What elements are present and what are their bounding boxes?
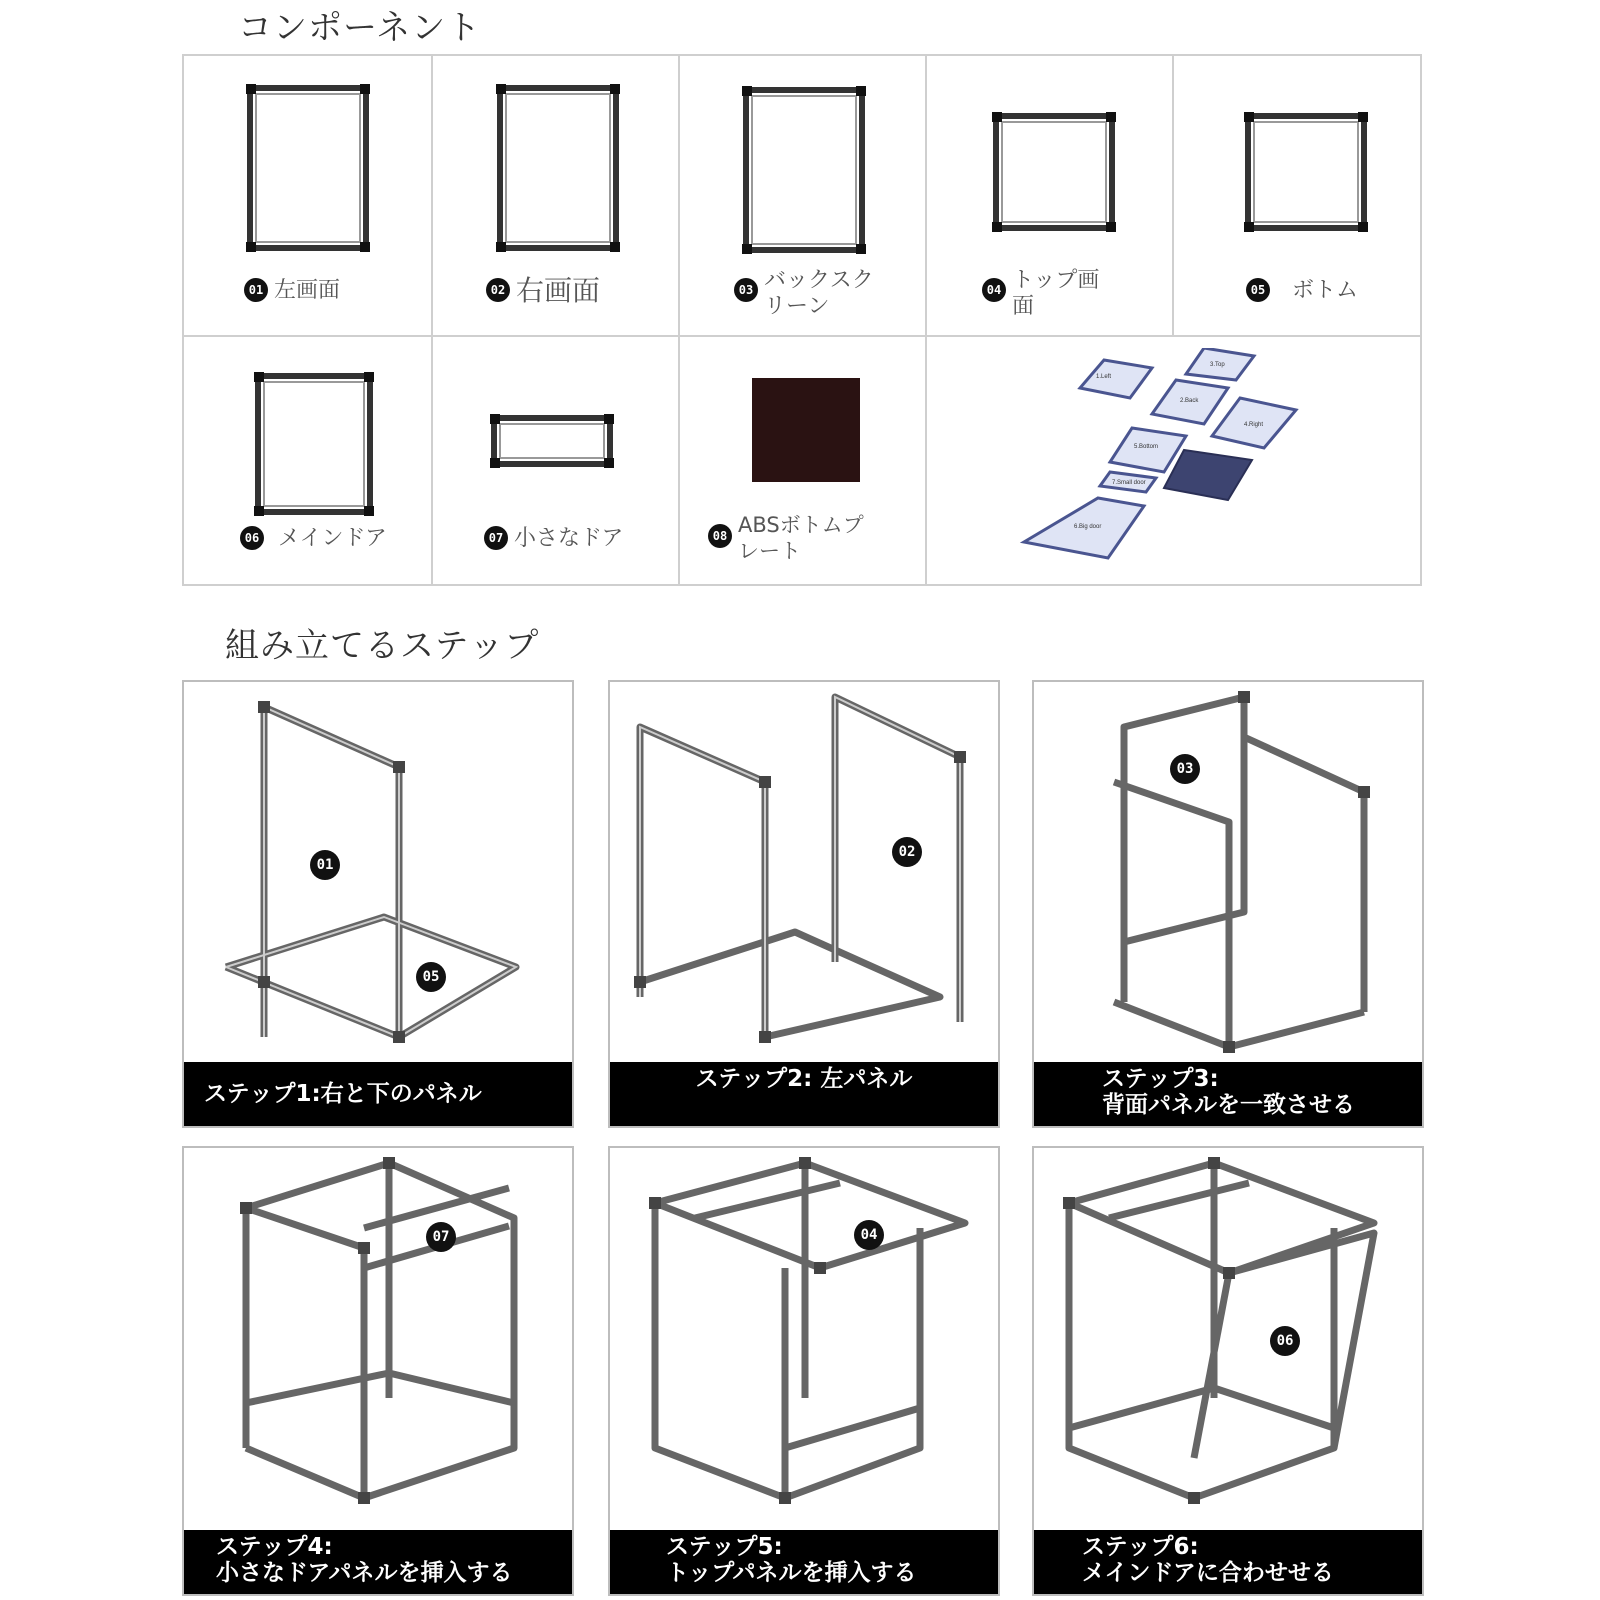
- grid-divider: [678, 56, 680, 586]
- badge-04: 04: [982, 278, 1006, 302]
- grid-divider: [1172, 56, 1174, 335]
- step-1-panel: [182, 680, 574, 1128]
- component-04-label: 04 トップ画 面: [982, 268, 1099, 320]
- step-5-caption: ステップ5: トップパネルを挿入する: [610, 1530, 998, 1594]
- component-03-label: 03 バックスク リーン: [734, 268, 874, 320]
- component-08-label: 08 ABSボトムプ レート: [708, 512, 864, 564]
- step-1-caption: ステップ1:右と下のパネル: [184, 1062, 572, 1126]
- grid-divider: [431, 335, 433, 586]
- grid-divider: [431, 56, 433, 335]
- top-panel-illustration: [992, 112, 1116, 232]
- step-6-panel: [1032, 1146, 1424, 1596]
- bottom-panel-illustration: [1244, 112, 1368, 232]
- layout-label-right: 4.Right: [1244, 422, 1264, 428]
- step-1-callout-05: 05: [416, 962, 446, 992]
- step-2-illustration: [610, 682, 998, 1062]
- step-6-callout-06: 06: [1270, 1326, 1300, 1356]
- layout-label-top: 3.Top: [1210, 362, 1225, 368]
- step-3-caption: ステップ3: 背面パネルを一致させる: [1034, 1062, 1422, 1126]
- component-07-label: 07 小さなドア: [484, 526, 623, 552]
- badge-06: 06: [240, 526, 264, 550]
- grid-divider: [184, 335, 1420, 337]
- exploded-layout-diagram: [1014, 348, 1314, 564]
- badge-05: 05: [1246, 278, 1270, 302]
- step-5-callout-04: 04: [854, 1220, 884, 1250]
- step-5-panel: [608, 1146, 1000, 1596]
- component-02-label: 02 右画面: [486, 278, 600, 304]
- abs-plate-illustration: [752, 378, 860, 482]
- component-01-label: 01 左画面: [244, 278, 340, 304]
- step-6-caption: ステップ6: メインドアに合わせせる: [1034, 1530, 1422, 1594]
- step-3-callout-03: 03: [1170, 754, 1200, 784]
- step-3-panel: [1032, 680, 1424, 1128]
- step-4-callout-07: 07: [426, 1222, 456, 1252]
- step-4-illustration: [184, 1148, 572, 1538]
- layout-label-small-door: 7.Small door: [1112, 480, 1146, 486]
- step-2-panel: [608, 680, 1000, 1128]
- small-door-illustration: [490, 414, 614, 468]
- left-panel-illustration: [246, 84, 370, 252]
- component-06-label: 06 メインドア: [240, 526, 387, 552]
- grid-divider: [925, 56, 927, 586]
- step-1-callout-01: 01: [310, 850, 340, 880]
- back-panel-illustration: [742, 86, 866, 254]
- badge-03: 03: [734, 278, 758, 302]
- layout-label-left: 1.Left: [1096, 374, 1112, 380]
- component-05-label: 05 ボトム: [1246, 278, 1358, 304]
- components-title: コンポーネント: [238, 8, 482, 48]
- step-5-illustration: [610, 1148, 998, 1538]
- badge-07: 07: [484, 526, 508, 550]
- step-4-panel: [182, 1146, 574, 1596]
- badge-08: 08: [708, 524, 732, 548]
- step-4-caption: ステップ4: 小さなドアパネルを挿入する: [184, 1530, 572, 1594]
- step-2-callout-02: 02: [892, 837, 922, 867]
- badge-01: 01: [244, 278, 268, 302]
- layout-label-bottom: 5.Bottom: [1134, 444, 1159, 450]
- layout-label-big-door: 6.Big door: [1074, 524, 1102, 530]
- main-door-illustration: [254, 372, 374, 516]
- components-grid: [182, 54, 1422, 586]
- step-2-caption: ステップ2: 左パネル: [610, 1062, 998, 1126]
- step-3-illustration: [1034, 682, 1422, 1062]
- badge-02: 02: [486, 278, 510, 302]
- right-panel-illustration: [496, 84, 620, 252]
- steps-title: 組み立てるステップ: [225, 626, 540, 666]
- step-6-illustration: [1034, 1148, 1422, 1538]
- layout-label-back: 2.Back: [1180, 398, 1199, 404]
- step-1-illustration: [184, 682, 572, 1062]
